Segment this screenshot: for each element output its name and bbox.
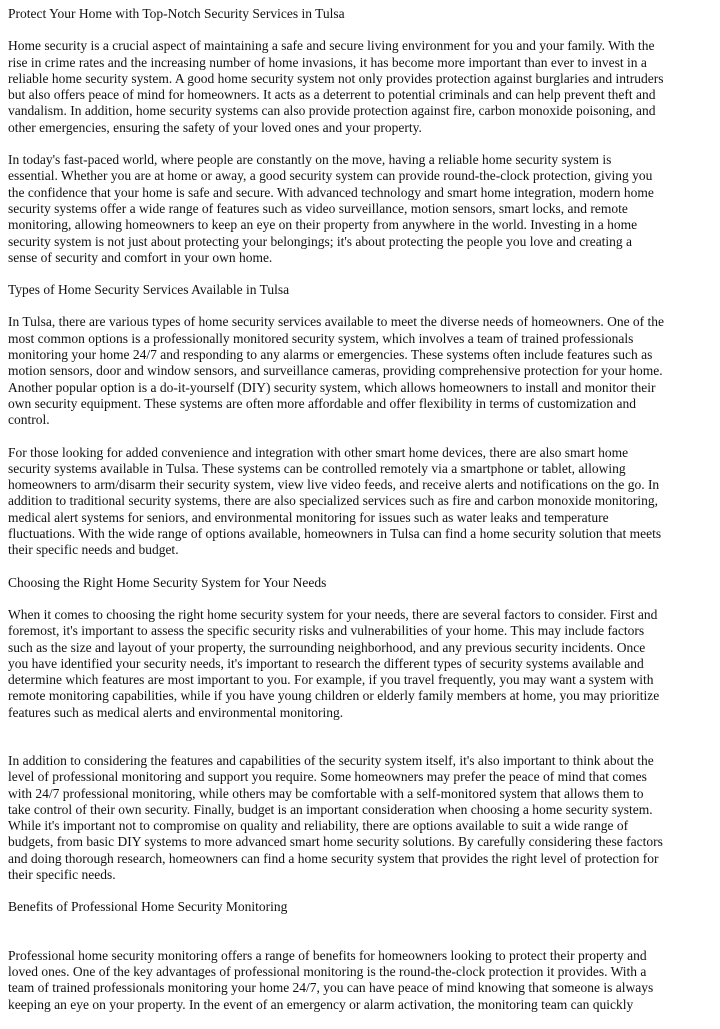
paragraph-5: When it comes to choosing the right home security system for your needs, there are several factors to consider. First and foremost, it's important to assess the specific security risks and vulnerabilities of your home. This may include factors such as the size and layout of your property, the surrounding neighborhood, and any previous security incidents. Once you have identified your security needs, it's important to research the different types of security systems available and determine which features are most important to you. For example, if you travel frequently, you may want a system with remote monitoring capabilities, while if you have young children or elderly family members at home, you may prioritize features such as medical alerts and environmental monitoring. (8, 606, 660, 720)
paragraph-2: In today's fast-paced world, where people are constantly on the move, having a reliable home security system is essential. Whether you are at home or away, a good security system can provide round-the-clock protection, giving you the confidence that your home is safe and secure. With advanced technology and smart home integration, modern home security systems offer a wide range of features such as video surveillance, motion sensors, smart locks, and remote monitoring, allowing homeowners to keep an eye on their property from anywhere in the world. Investing in a home security system is not just about protecting your belongings; it's about protecting the people you love and creating a sense of security and comfort in your own home. (8, 152, 654, 265)
section-heading-choosing: Choosing the Right Home Security System for Your Needs (8, 574, 327, 590)
paragraph-6: In addition to considering the features and capabilities of the security system itself, it's also important to think about the level of professional monitoring and support you require. Some homeowners may prefer the peace of mind that comes with 24/7 professional monitoring, while others may be comfortable with a self-monitored system that allows them to take control of their own security. Finally, budget is an important consideration when choosing a home security system. While it's important not to compromise on quality and reliability, there are options available to suit a wide range of budgets, from basic DIY systems to more advanced smart home security solutions. By carefully considering these factors and doing thorough research, homeowners can find a home security system that provides the right level of protection for their specific needs. (8, 752, 663, 883)
section-heading-types: Types of Home Security Services Available in Tulsa (8, 282, 290, 298)
section-heading-benefits: Benefits of Professional Home Security Monitoring (8, 899, 288, 915)
paragraph-7: Professional home security monitoring offers a range of benefits for homeowners looking to protect their property and loved ones. One of the key advantages of professional monitoring is the round-the-clock protection it provides. With a team of trained professionals monitoring your home 24/7, you can have peace of mind knowing that someone is always keeping an eye on your property. In the event of an emergency or alarm activation, the monitoring team can quickly (8, 947, 654, 1012)
paragraph-1: Home security is a crucial aspect of maintaining a safe and secure living environment for you and your family. With the rise in crime rates and the increasing number of home invasions, it has become more important than ever to invest in a reliable home security system. A good home security system not only provides protection against burglaries and intruders but also offers peace of mind for homeowners. It acts as a deterrent to potential criminals and can help prevent theft and vandalism. In addition, home security systems can also provide protection against fire, carbon monoxide poisoning, and other emergencies, ensuring the safety of your loved ones and your property. (8, 38, 664, 135)
paragraph-3: In Tulsa, there are various types of home security services available to meet the diverse needs of homeowners. One of the most common options is a professionally monitored security system, which involves a team of trained professionals monitoring your home 24/7 and responding to any alarms or emergencies. These systems often include features such as motion sensors, door and window sensors, and surveillance cameras, providing comprehensive protection for your home. Another popular option is a do-it-yourself (DIY) security system, which allows homeowners to install and monitor their own security equipment. These systems are often more affordable and offer flexibility in terms of customization and control. (8, 314, 665, 428)
page-title: Protect Your Home with Top-Notch Security Services in Tulsa (8, 6, 345, 21)
paragraph-4: For those looking for added convenience and integration with other smart home devices, there are also smart home security systems available in Tulsa. These systems can be controlled remotely via a smartphone or tablet, allowing homeowners to arm/disarm their security system, view live video feeds, and receive alerts and notifications on the go. In addition to traditional security systems, there are also specialized services such as fire and carbon monoxide monitoring, medical alert systems for seniors, and environmental monitoring for issues such as water leaks and temperature fluctuations. With the wide range of options available, homeowners in Tulsa can find a home security solution that meets their specific needs and budget. (8, 444, 662, 558)
article (8, 6, 714, 1029)
